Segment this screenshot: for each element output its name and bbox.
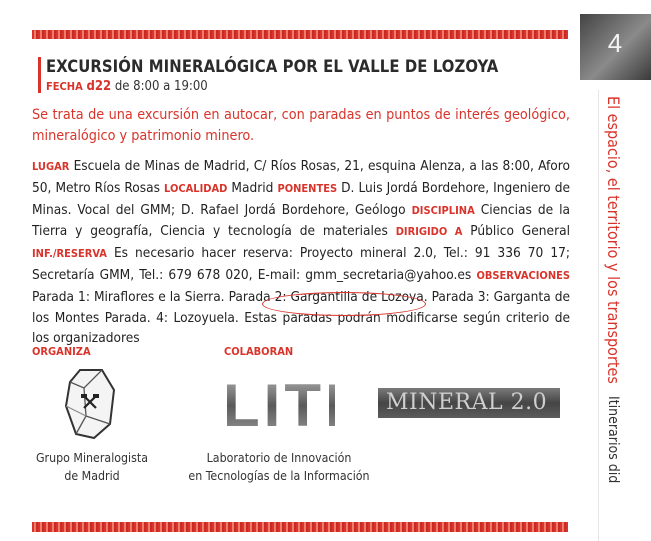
organiza-caption-line-2: de Madrid bbox=[64, 469, 120, 483]
mineral-2-0-logo bbox=[378, 388, 560, 418]
subsection-title: Itinerarios did bbox=[605, 396, 621, 484]
title-accent-bar bbox=[38, 57, 41, 93]
bottom-decorative-band bbox=[32, 522, 568, 532]
colaboran-label: COLABORAN bbox=[224, 345, 294, 358]
ponentes-label: PONENTES bbox=[277, 181, 338, 195]
fecha-day: d22 bbox=[86, 79, 112, 94]
organiza-label: ORGANIZA bbox=[32, 345, 91, 358]
localidad-value: Madrid bbox=[227, 179, 278, 196]
observaciones-label: OBSERVACIONES bbox=[476, 268, 570, 282]
lugar-value: Escuela de Minas de Madrid, C/ Ríos Rosas, 21, esquina Alenza, a las 8:00, Aforo 50, Metro Ríos Rosas bbox=[32, 158, 570, 196]
crystal-logo-icon bbox=[64, 366, 116, 442]
disciplina-label: DISCIPLINA bbox=[411, 203, 475, 217]
dirigido-value: Público General bbox=[462, 223, 570, 240]
fecha-label: FECHA bbox=[46, 80, 83, 93]
ponentes-value: D. Luis Jordá Bordehore, Ingeniero de Minas. Vocal del GMM; D. Rafael Jordá Bordehore, Geólogo bbox=[32, 179, 570, 218]
disciplina-value: Ciencias de la Tierra y geografía, Ciencia y tecnología de materiales bbox=[32, 201, 570, 240]
organiza-caption bbox=[24, 449, 160, 485]
dirigido-label: DIRIGIDO A bbox=[395, 225, 463, 239]
details-block bbox=[32, 156, 570, 349]
liti-logo-text: LITI bbox=[223, 378, 335, 430]
section-vertical-title bbox=[604, 96, 623, 484]
section-title: El espacio, el territorio y los transportes bbox=[604, 96, 623, 384]
observaciones-value: Parada 1: Miraflores e la Sierra. Parada 2: Gargantilla de Lozoya. Parada 3: Garganta de los Montes Parada. 4: Lozoyuela. Estas paradas podrán modificarse según criterio de los organizadores bbox=[32, 288, 570, 347]
top-decorative-band bbox=[32, 30, 568, 39]
page-number: 4 bbox=[607, 28, 623, 58]
page-title: EXCURSIÓN MINERALÓGICA POR EL VALLE DE LOZOYA bbox=[46, 57, 499, 76]
lugar-label: LUGAR bbox=[32, 160, 70, 173]
intro-text: Se trata de una excursión en autocar, con paradas en puntos de interés geológico, mineralógico y patrimonio minero. bbox=[32, 107, 570, 144]
inf-reserva-label: INF./RESERVA bbox=[32, 247, 107, 261]
colaboran-caption-line-1: Laboratorio de Innovación bbox=[206, 451, 352, 465]
organiza-caption-line-1: Grupo Mineralogista bbox=[35, 451, 149, 465]
inf-reserva-value: Es necesario hacer reserva: Proyecto mineral 2.0, Tel.: 91 336 70 17; Secretaría GMM, Tel.: 679 678 020, E-mail: gmm_secretaria@yahoo.es bbox=[32, 245, 570, 283]
mineral-logo-text: MINERAL 2.0 bbox=[386, 390, 548, 415]
colaboran-caption-line-2: en Tecnologías de la Información bbox=[188, 469, 370, 483]
highlight-oval bbox=[262, 292, 426, 316]
liti-logo bbox=[223, 378, 335, 430]
date-line bbox=[46, 79, 208, 94]
fecha-time: de 8:00 a 19:00 bbox=[111, 79, 208, 94]
side-divider bbox=[598, 90, 599, 541]
localidad-label: LOCALIDAD bbox=[164, 181, 228, 195]
colaboran-caption bbox=[176, 449, 382, 485]
